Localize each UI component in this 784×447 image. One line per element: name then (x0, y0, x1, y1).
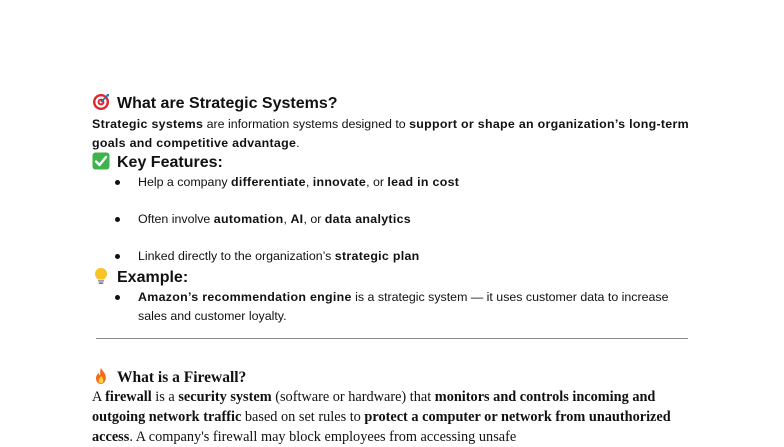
heading-text: Key Features: (117, 154, 223, 171)
list-item: Amazon’s recommendation engine is a strategic system — it uses customer data to increase sales and customer loyalty. (92, 288, 692, 326)
horizontal-divider (96, 338, 688, 339)
fire-icon (92, 367, 112, 385)
feature-list-item-1 (92, 173, 692, 192)
heading-text: What are Strategic Systems? (117, 95, 338, 112)
example-heading (92, 267, 188, 288)
strategic-systems-definition: Strategic systems are information systems designed to support or shape an organization’s long-term goals and competitive advantage. (92, 117, 689, 150)
bullet-icon (115, 217, 120, 222)
bullet-icon (115, 295, 120, 300)
example-list (92, 288, 692, 326)
feature-list-item-3 (92, 247, 692, 266)
firewall-heading (92, 367, 246, 388)
list-item: Help a company differentiate, innovate, or lead in cost (92, 173, 692, 192)
direct-hit-icon (92, 93, 112, 111)
strategic-systems-heading (92, 93, 338, 114)
firewall-definition: A firewall is a security system (software or hardware) that monitors and controls incoming and outgoing network traffic based on set rules to protect a computer or network from unauthorized access. A company's firewall may block employees from accessing unsafe (92, 389, 671, 445)
key-features-heading (92, 152, 223, 173)
bullet-icon (115, 180, 120, 185)
list-item: Linked directly to the organization’s strategic plan (92, 247, 692, 266)
light-bulb-icon (92, 267, 112, 285)
check-mark-icon (92, 152, 112, 170)
bold-phrase: support or shape an organization’s long-term goals and competitive advantage (92, 117, 689, 150)
heading-text: What is a Firewall? (117, 369, 247, 386)
feature-list-item-2 (92, 210, 692, 229)
heading-text: Example: (117, 269, 189, 286)
bullet-icon (115, 254, 120, 259)
bold-term: Strategic systems (92, 117, 204, 131)
list-item: Often involve automation, AI, or data analytics (92, 210, 692, 229)
